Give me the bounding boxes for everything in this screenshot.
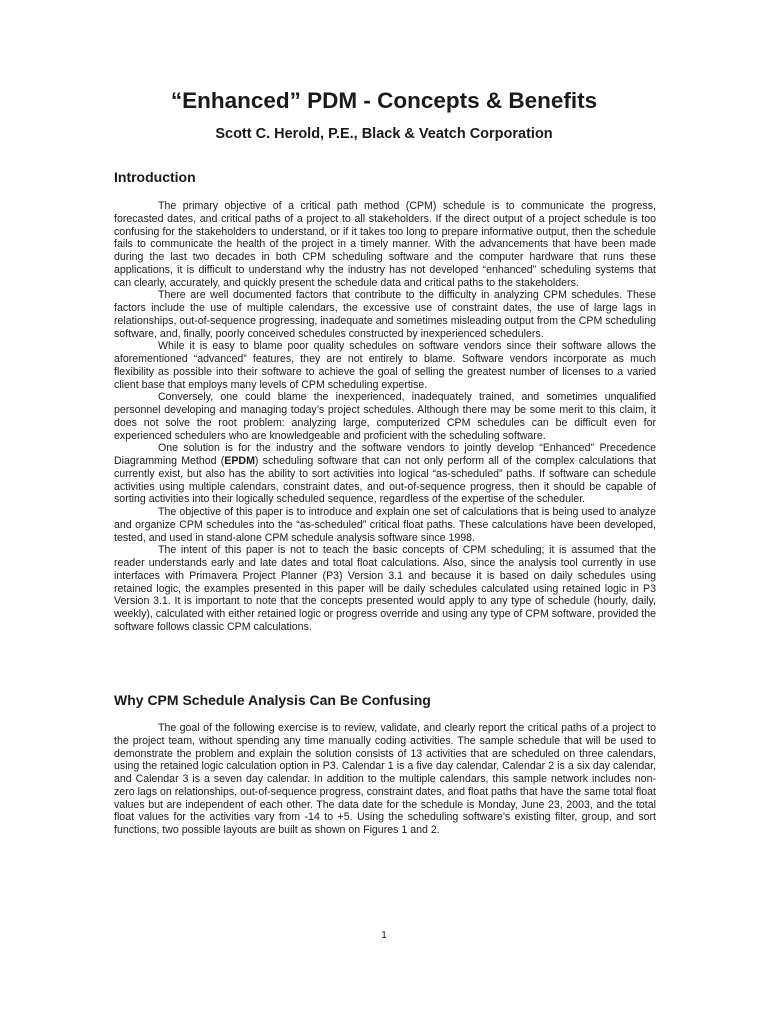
paragraph: The intent of this paper is not to teach the basic concepts of CPM scheduling; it is assumed that the reader understands early and late dates and total float calculations. Also, since the analysis tool currently in use interfaces with Primavera Project Planner (P3) Version 3.1 and because it is based on daily schedules using retained logic, the examples presented in this paper will be daily schedules calculated using retained logic in P3 Version 3.1. It is important to note that the concepts presented would apply to any type of schedule (hourly, daily, weekly), calculated with either retained logic or progress override and using any type of CPM software, provided the software follows classic CPM calculations. [114,544,656,633]
paragraph: The objective of this paper is to introduce and explain one set of calculations that is being used to analyze and organize CPM schedules into the “as-scheduled” critical float paths. These calculations have been developed, tested, and used in stand-alone CPM schedule analysis software since 1998. [114,506,656,544]
paragraph: There are well documented factors that contribute to the difficulty in analyzing CPM schedules. These factors include the use of multiple calendars, the excessive use of constraint dates, the use of large lags in relationships, out-of-sequence progressing, inadequate and sometimes misleading output from the CPM scheduling software, and, finally, poorly conceived schedules constructed by inexperienced schedulers. [114,289,656,340]
paragraph: Conversely, one could blame the inexperienced, inadequately trained, and sometimes unqualified personnel developing and managing today’s project schedules. Although there may be some merit to this claim, it does not solve the root problem: analyzing large, computerized CPM schedules can be difficult even for experienced schedulers who are knowledgeable and proficient with the scheduling software. [114,391,656,442]
paragraph: The primary objective of a critical path method (CPM) schedule is to communicate the progress, forecasted dates, and critical paths of a project to all stakeholders. If the direct output of a project schedule is too confusing for the stakeholders to understand, or if it takes too long to prepare informative output, then the schedule fails to communicate the health of the project in a timely manner. With the advancements that have been made during the last two decades in both CPM scheduling software and the computer hardware that runs these applications, it is difficult to understand why the industry has not developed “enhanced” scheduling systems that can clearly, accurately, and quickly present the schedule data and critical paths to the stakeholders. [114,200,656,289]
paragraph: The goal of the following exercise is to review, validate, and clearly report the critical paths of a project to the project team, without spending any time manually coding activities. The sample schedule that will be used to demonstrate the problem and explain the solution consists of 13 activities that are scheduled on three calendars, using the retained logic calculation option in P3. Calendar 1 is a five day calendar, Calendar 2 is a six day calendar, and Calendar 3 is a seven day calendar. In addition to the multiple calendars, this sample network includes non-zero lags on relationships, out-of-sequence progress, constraint dates, and float paths that have the same total float values but are independent of each other. The data date for the schedule is Monday, June 23, 2003, and the total float values for the activities vary from -14 to +5. Using the scheduling software’s existing filter, group, and sort functions, two possible layouts are built as shown on Figures 1 and 2. [114,722,656,836]
section-heading-introduction: Introduction [114,169,196,185]
paragraph: While it is easy to blame poor quality schedules on software vendors since their software allows the aforementioned “advanced” features, they are not entirely to blame. Software vendors incorporate as much flexibility as possible into their software to achieve the goal of selling the greatest number of licenses to a varied client base that employs many levels of CPM scheduling expertise. [114,340,656,391]
why-confusing-section [114,722,656,837]
paragraph-epdm [114,442,656,506]
epdm-acronym: EPDM [224,455,255,467]
introduction-section [114,200,656,634]
document-title: “Enhanced” PDM - Concepts & Benefits [170,88,598,113]
author-line: Scott C. Herold, P.E., Black & Veatch Corporation [215,126,553,142]
paragraph-text: ) scheduling software that can not only perform all of the complex calculations that currently exist, but also has the ability to sort activities into logical “as-scheduled” paths. If software can schedule activities using multiple calendars, constraint dates, and out-of-sequence progress, then it should be capable of sorting activities into their logically scheduled sequence, regardless of the expertise of the scheduler. [114,455,656,506]
section-heading-why-confusing: Why CPM Schedule Analysis Can Be Confusing [114,692,431,708]
page-number: 1 [381,930,387,941]
paragraph-text: One solution is for the industry and the software vendors to jointly develop “Enhanced” Precedence Diagramming Method ( [114,442,656,467]
